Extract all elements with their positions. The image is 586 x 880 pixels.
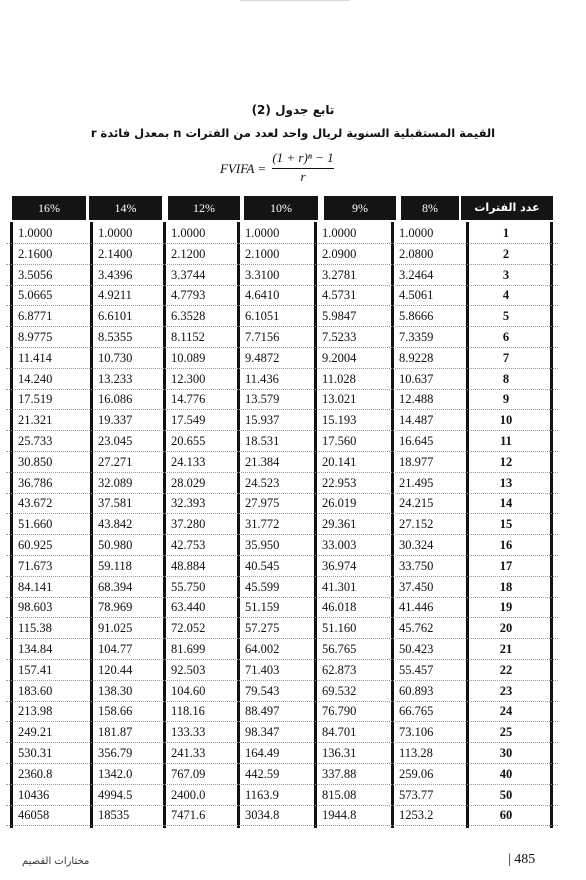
value-cell: 17.519 (18, 392, 53, 407)
value-cell: 104.77 (98, 642, 133, 656)
value-cell: 12.488 (399, 392, 434, 407)
value-cell: 33.003 (322, 538, 357, 552)
table-row (6, 409, 558, 431)
value-cell: 2400.0 (171, 787, 206, 802)
value-cell: 2360.8 (18, 766, 53, 781)
value-cell: 81.699 (171, 642, 206, 656)
period-cell: 9 (502, 392, 510, 407)
value-cell: 4.7793 (171, 288, 206, 303)
publisher-mark: مختارات القصيم (22, 856, 90, 867)
value-cell: 78.969 (98, 600, 133, 615)
value-cell: 356.79 (98, 746, 133, 760)
value-cell: 7.5233 (322, 330, 357, 344)
formula-numerator: (1 + r)ⁿ − 1 (272, 150, 334, 165)
table-row (6, 576, 558, 598)
table-row (6, 617, 558, 639)
value-cell: 27.152 (399, 517, 434, 532)
value-cell: 21.495 (399, 475, 434, 490)
value-cell: 249.21 (18, 725, 53, 740)
value-cell: 45.599 (245, 579, 280, 594)
value-cell: 10.089 (171, 350, 206, 365)
table-row (6, 721, 558, 743)
period-cell: 60 (499, 808, 513, 823)
value-cell: 64.002 (245, 642, 280, 656)
value-cell: 15.937 (245, 413, 280, 428)
value-cell: 16.086 (98, 392, 133, 407)
value-cell: 104.60 (171, 683, 206, 698)
value-cell: 7.3359 (399, 330, 434, 344)
table-row (6, 534, 558, 556)
period-cell: 21 (499, 642, 513, 656)
value-cell: 15.193 (322, 413, 357, 428)
value-cell: 69.532 (322, 683, 357, 698)
value-cell: 31.772 (245, 517, 280, 532)
value-cell: 46.018 (322, 600, 357, 615)
table-row (6, 492, 558, 514)
value-cell: 10436 (18, 787, 50, 802)
period-cell: 4 (502, 288, 510, 303)
value-cell: 118.16 (171, 704, 205, 719)
value-cell: 5.0665 (18, 288, 53, 303)
value-cell: 14.487 (399, 413, 434, 428)
value-cell: 35.950 (245, 538, 280, 552)
value-cell: 3.5056 (18, 267, 53, 282)
value-cell: 21.384 (245, 454, 280, 469)
value-cell: 1.0000 (399, 226, 434, 240)
value-cell: 79.543 (245, 683, 280, 698)
value-cell: 10.637 (399, 371, 434, 386)
value-cell: 3034.8 (245, 808, 280, 823)
value-cell: 8.9775 (18, 330, 53, 344)
value-cell: 28.029 (171, 475, 206, 490)
value-cell: 1.0000 (245, 226, 280, 240)
period-cell: 6 (502, 330, 510, 344)
table-row (6, 804, 558, 826)
value-cell: 29.361 (322, 517, 357, 532)
value-cell: 13.233 (98, 371, 133, 386)
table-row (6, 264, 558, 286)
period-cell: 7 (502, 350, 510, 365)
table-row (6, 368, 558, 390)
value-cell: 72.052 (171, 621, 206, 636)
table-row (6, 513, 558, 535)
value-cell: 573.77 (399, 787, 434, 802)
value-cell: 8.1152 (171, 330, 205, 344)
column-header: عدد الفترات (461, 196, 553, 220)
formula-denominator: r (300, 169, 306, 184)
value-cell: 30.324 (399, 538, 434, 552)
value-cell: 120.44 (98, 662, 133, 677)
value-cell: 21.321 (18, 413, 53, 428)
value-cell: 98.603 (18, 600, 53, 615)
table-row (6, 388, 558, 410)
value-cell: 134.84 (18, 642, 53, 656)
table-row (6, 680, 558, 702)
column-header: 12% (168, 196, 240, 220)
table-subtitle: القيمة المستقبلية السنوية لريال واحد لعدد من الفترات n بمعدل فائدة r (90, 126, 496, 140)
value-cell: 45.762 (399, 621, 434, 636)
value-cell: 92.503 (171, 662, 206, 677)
value-cell: 84.141 (18, 579, 53, 594)
value-cell: 8.5355 (98, 330, 133, 344)
value-cell: 157.41 (18, 662, 53, 677)
value-cell: 24.215 (399, 496, 434, 511)
value-cell: 7471.6 (171, 808, 206, 823)
value-cell: 42.753 (171, 538, 206, 552)
table-row (6, 472, 558, 494)
fvifa-table (6, 196, 558, 830)
value-cell: 32.089 (98, 475, 133, 490)
value-cell: 43.842 (98, 517, 133, 532)
value-cell: 138.30 (98, 683, 133, 698)
value-cell: 17.560 (322, 434, 357, 448)
value-cell: 6.3528 (171, 309, 206, 324)
table-row (6, 638, 558, 660)
value-cell: 767.09 (171, 766, 206, 781)
table-caption: تابع جدول (2) (251, 103, 335, 117)
value-cell: 20.655 (171, 434, 206, 448)
value-cell: 3.3744 (171, 267, 206, 282)
value-cell: 41.446 (399, 600, 434, 615)
value-cell: 115.38 (18, 621, 52, 636)
value-cell: 36.974 (322, 558, 357, 573)
value-cell: 60.925 (18, 538, 53, 552)
value-cell: 27.975 (245, 496, 280, 511)
column-header: 8% (401, 196, 459, 220)
value-cell: 3.4396 (98, 267, 133, 282)
page-number: | 485 (508, 852, 536, 867)
formula-lhs: FVIFA = (220, 161, 267, 176)
value-cell: 1.0000 (98, 226, 133, 240)
value-cell: 3.2781 (322, 267, 357, 282)
value-cell: 7.7156 (245, 330, 280, 344)
value-cell: 241.33 (171, 746, 206, 760)
value-cell: 3.2464 (399, 267, 434, 282)
table-row (6, 659, 558, 681)
value-cell: 62.873 (322, 662, 357, 677)
value-cell: 25.733 (18, 434, 53, 448)
period-cell: 24 (499, 704, 513, 719)
value-cell: 16.645 (399, 434, 434, 448)
value-cell: 13.579 (245, 392, 280, 407)
value-cell: 9.2004 (322, 350, 357, 365)
value-cell: 6.6101 (98, 309, 133, 324)
value-cell: 213.98 (18, 704, 53, 719)
value-cell: 68.394 (98, 579, 133, 594)
value-cell: 46058 (18, 808, 50, 823)
value-cell: 136.31 (322, 746, 357, 760)
value-cell: 1253.2 (399, 808, 434, 823)
period-cell: 23 (499, 683, 513, 698)
value-cell: 48.884 (171, 558, 206, 573)
table-row (6, 784, 558, 806)
value-cell: 1163.9 (245, 787, 279, 802)
table-row (6, 742, 558, 764)
value-cell: 41.301 (322, 579, 357, 594)
table-row (6, 763, 558, 785)
period-cell: 30 (499, 746, 513, 760)
value-cell: 22.953 (322, 475, 357, 490)
value-cell: 1.0000 (18, 226, 53, 240)
value-cell: 164.49 (245, 746, 280, 760)
value-cell: 63.440 (171, 600, 206, 615)
value-cell: 13.021 (322, 392, 357, 407)
value-cell: 2.0800 (399, 246, 434, 261)
value-cell: 33.750 (399, 558, 434, 573)
value-cell: 51.160 (322, 621, 357, 636)
value-cell: 57.275 (245, 621, 280, 636)
value-cell: 71.673 (18, 558, 53, 573)
value-cell: 4.5061 (399, 288, 434, 303)
period-cell: 14 (499, 496, 513, 511)
value-cell: 1.0000 (171, 226, 206, 240)
value-cell: 10.730 (98, 350, 133, 365)
value-cell: 27.271 (98, 454, 133, 469)
value-cell: 30.850 (18, 454, 53, 469)
value-cell: 18535 (98, 808, 130, 823)
table-row (6, 243, 558, 265)
period-cell: 3 (502, 267, 510, 282)
value-cell: 2.1200 (171, 246, 206, 261)
value-cell: 76.790 (322, 704, 357, 719)
value-cell: 55.750 (171, 579, 206, 594)
period-cell: 25 (499, 725, 513, 740)
value-cell: 14.240 (18, 371, 53, 386)
table-row (6, 596, 558, 618)
period-cell: 1 (502, 226, 510, 240)
value-cell: 11.028 (322, 371, 356, 386)
value-cell: 37.450 (399, 579, 434, 594)
value-cell: 51.660 (18, 517, 53, 532)
period-cell: 13 (499, 475, 513, 490)
value-cell: 1944.8 (322, 808, 357, 823)
period-cell: 22 (499, 662, 513, 677)
value-cell: 12.300 (171, 371, 206, 386)
value-cell: 113.28 (399, 746, 433, 760)
period-cell: 2 (502, 246, 510, 261)
value-cell: 815.08 (322, 787, 357, 802)
value-cell: 91.025 (98, 621, 133, 636)
value-cell: 73.106 (399, 725, 434, 740)
value-cell: 14.776 (171, 392, 206, 407)
value-cell: 11.436 (245, 371, 279, 386)
value-cell: 2.0900 (322, 246, 357, 261)
value-cell: 530.31 (18, 746, 53, 760)
period-cell: 15 (499, 517, 513, 532)
period-cell: 8 (502, 371, 510, 386)
period-cell: 19 (499, 600, 513, 615)
value-cell: 183.60 (18, 683, 53, 698)
table-row (6, 451, 558, 473)
period-cell: 40 (499, 766, 513, 781)
table-row (6, 555, 558, 577)
value-cell: 3.3100 (245, 267, 280, 282)
value-cell: 26.019 (322, 496, 357, 511)
value-cell: 24.523 (245, 475, 280, 490)
table-row (6, 305, 558, 327)
value-cell: 50.980 (98, 538, 133, 552)
table-row (6, 222, 558, 244)
period-cell: 11 (500, 434, 512, 448)
column-header: 9% (324, 196, 396, 220)
value-cell: 20.141 (322, 454, 357, 469)
value-cell: 18.977 (399, 454, 434, 469)
value-cell: 66.765 (399, 704, 434, 719)
value-cell: 23.045 (98, 434, 133, 448)
table-row (6, 284, 558, 306)
value-cell: 43.672 (18, 496, 53, 511)
value-cell: 19.337 (98, 413, 133, 428)
fvifa-formula (220, 150, 380, 186)
column-header: 16% (12, 196, 86, 220)
period-cell: 16 (499, 538, 513, 552)
value-cell: 60.893 (399, 683, 434, 698)
value-cell: 4.6410 (245, 288, 280, 303)
period-cell: 20 (499, 621, 513, 636)
table-row (6, 430, 558, 452)
value-cell: 37.280 (171, 517, 206, 532)
period-cell: 10 (499, 413, 513, 428)
value-cell: 55.457 (399, 662, 434, 677)
value-cell: 4994.5 (98, 787, 133, 802)
period-cell: 12 (499, 454, 513, 469)
value-cell: 17.549 (171, 413, 206, 428)
value-cell: 40.545 (245, 558, 280, 573)
value-cell: 181.87 (98, 725, 133, 740)
table-row (6, 700, 558, 722)
value-cell: 2.1000 (245, 246, 280, 261)
value-cell: 133.33 (171, 725, 206, 740)
value-cell: 2.1400 (98, 246, 133, 261)
value-cell: 1.0000 (322, 226, 357, 240)
value-cell: 158.66 (98, 704, 133, 719)
value-cell: 36.786 (18, 475, 53, 490)
value-cell: 84.701 (322, 725, 357, 740)
value-cell: 56.765 (322, 642, 357, 656)
value-cell: 50.423 (399, 642, 434, 656)
value-cell: 4.5731 (322, 288, 357, 303)
value-cell: 51.159 (245, 600, 280, 615)
value-cell: 24.133 (171, 454, 206, 469)
value-cell: 88.497 (245, 704, 280, 719)
column-header: 14% (89, 196, 162, 220)
value-cell: 442.59 (245, 766, 280, 781)
value-cell: 59.118 (98, 558, 132, 573)
value-cell: 6.1051 (245, 309, 280, 324)
value-cell: 337.88 (322, 766, 357, 781)
value-cell: 5.9847 (322, 309, 357, 324)
value-cell: 2.1600 (18, 246, 53, 261)
value-cell: 6.8771 (18, 309, 53, 324)
column-header: 10% (244, 196, 318, 220)
value-cell: 8.9228 (399, 350, 434, 365)
period-cell: 17 (499, 558, 513, 573)
period-cell: 5 (502, 309, 510, 324)
value-cell: 11.414 (18, 350, 52, 365)
value-cell: 71.403 (245, 662, 280, 677)
table-row (6, 326, 558, 348)
period-cell: 18 (499, 579, 513, 594)
value-cell: 5.8666 (399, 309, 434, 324)
value-cell: 98.347 (245, 725, 280, 740)
value-cell: 259.06 (399, 766, 434, 781)
value-cell: 1342.0 (98, 766, 133, 781)
value-cell: 32.393 (171, 496, 206, 511)
value-cell: 18.531 (245, 434, 280, 448)
value-cell: 9.4872 (245, 350, 280, 365)
period-cell: 50 (499, 787, 513, 802)
value-cell: 4.9211 (98, 288, 132, 303)
top-rule (240, 0, 350, 1)
value-cell: 37.581 (98, 496, 133, 511)
table-row (6, 347, 558, 369)
